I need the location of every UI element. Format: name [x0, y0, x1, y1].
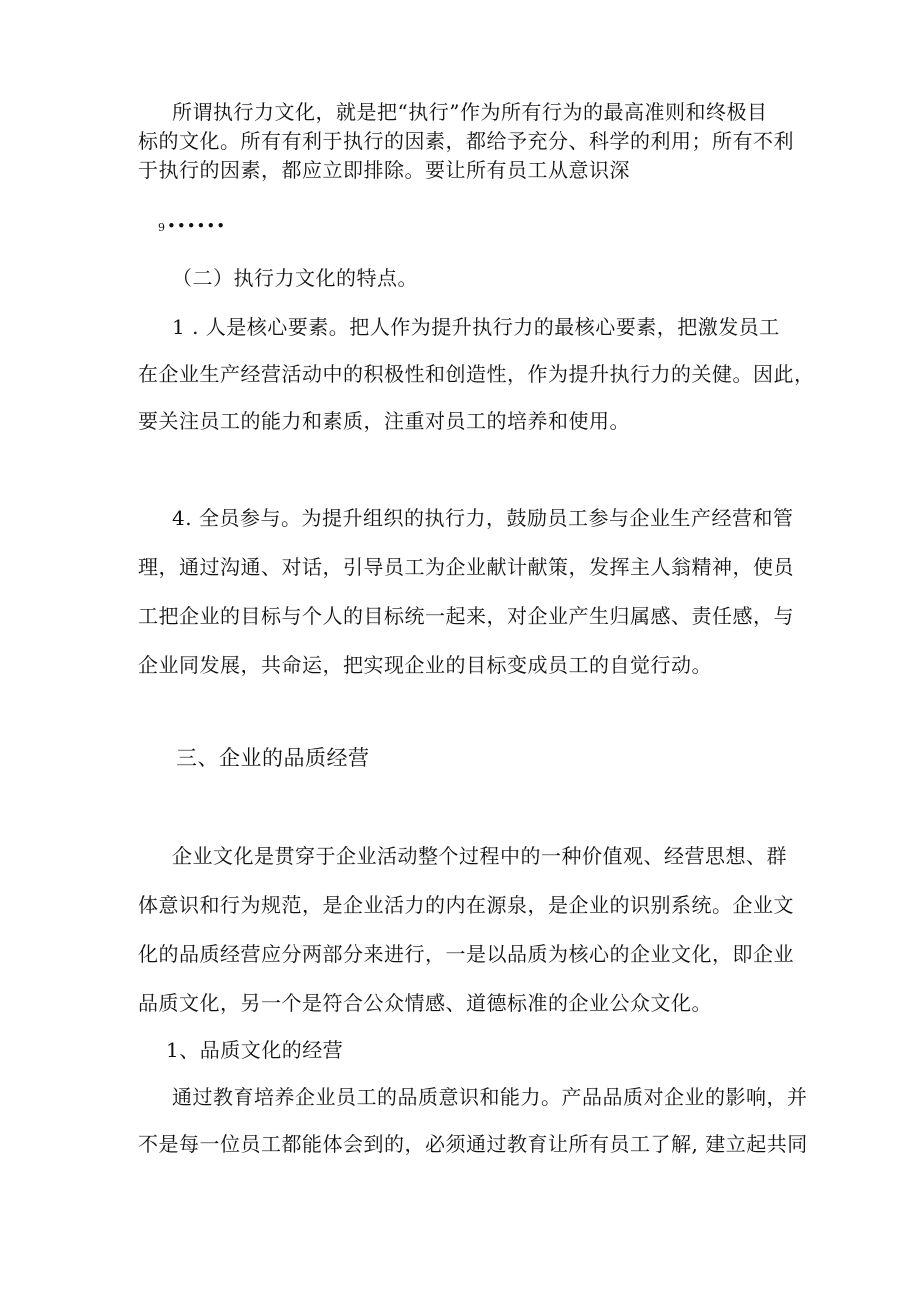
truncation-number: 9 — [158, 221, 165, 234]
education-line-2: 不是每一位员工都能体会到的，必须通过教育让所有员工了解, 建立起共同 — [138, 1132, 808, 1156]
point-1-line-3: 要关注员工的能力和素质，注重对员工的培养和使用。 — [138, 409, 630, 433]
culture-line-1: 企业文化是贯穿于企业活动整个过程中的一种价值观、经营思想、群 — [172, 844, 787, 868]
intro-line-3: 于执行的因素，都应立即排除。要让所有员工从意识深 — [138, 158, 630, 182]
point-4-line-1: 4. 全员参与。为提升组织的执行力，鼓励员工参与企业生产经营和管 — [172, 506, 794, 530]
truncation-marker — [158, 214, 226, 238]
culture-line-4: 品质文化，另一个是符合公众情感、道德标准的企业公众文化。 — [138, 991, 712, 1015]
point-4-line-2: 理，通过沟通、对话，引导员工为企业献计献策，发挥主人翁精神，使员 — [138, 555, 794, 579]
intro-line-2: 标的文化。所有有利于执行的因素，都给予充分、科学的利用；所有不利 — [138, 129, 794, 153]
subheading-quality-culture: 1、品质文化的经营 — [166, 1038, 344, 1062]
culture-line-2: 体意识和行为规范，是企业活力的内在源泉，是企业的识别系统。企业文 — [138, 893, 794, 917]
point-1-line-2: 在企业生产经营活动中的积极性和创造性，作为提升执行力的关健。因此， — [138, 362, 815, 386]
point-1-line-1: 1 . 人是核心要素。把人作为提升执行力的最核心要素，把激发员工 — [172, 315, 780, 339]
truncation-dots: •••••• — [167, 217, 227, 235]
subheading-characteristics: （二）执行力文化的特点。 — [172, 266, 418, 290]
intro-line-1: 所谓执行力文化，就是把“执行”作为所有行为的最高准则和终极目 — [172, 100, 768, 124]
point-4-line-3: 工把企业的目标与个人的目标统一起来，对企业产生归属感、责任感，与 — [138, 604, 794, 628]
culture-line-3: 化的品质经营应分两部分来进行，一是以品质为核心的企业文化，即企业 — [138, 942, 794, 966]
point-4-line-4: 企业同发展，共命运，把实现企业的目标变成员工的自觉行动。 — [138, 653, 712, 677]
education-line-1: 通过教育培养企业员工的品质意识和能力。产品品质对企业的影响，并 — [172, 1085, 808, 1109]
section-three-heading: 三、企业的品质经营 — [176, 746, 370, 770]
